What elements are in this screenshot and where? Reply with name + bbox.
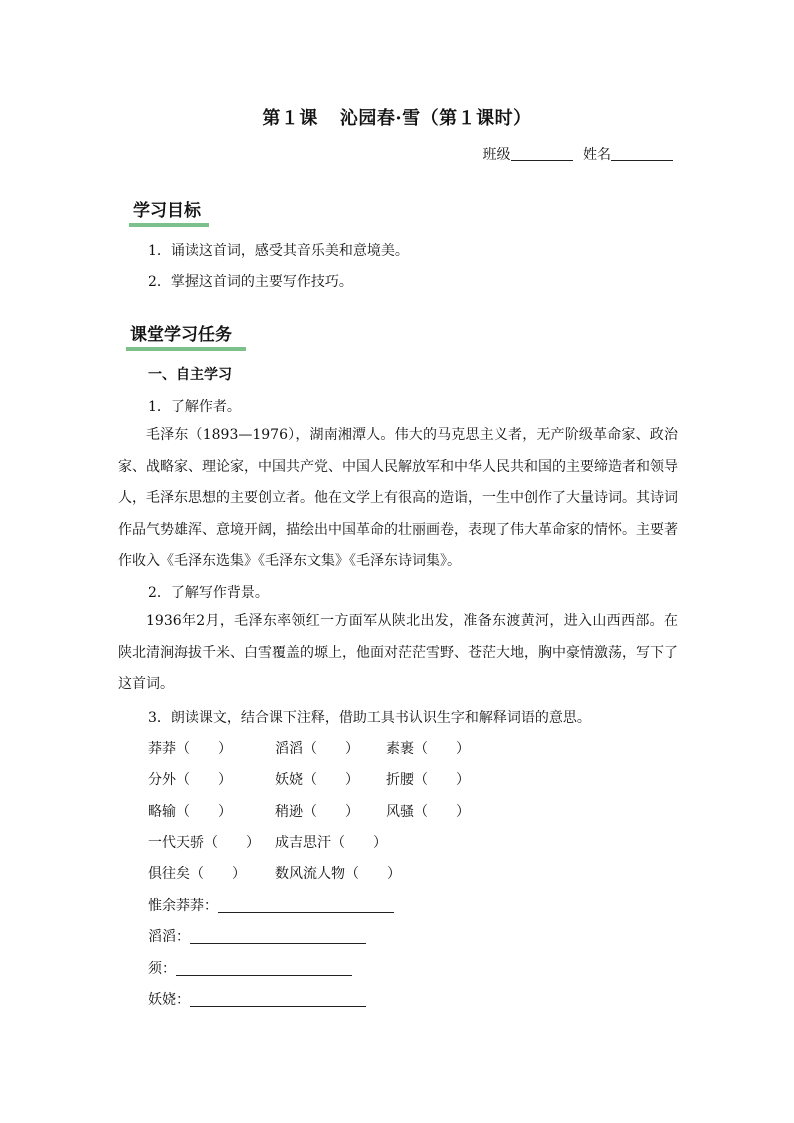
page-title bbox=[0, 104, 794, 130]
vocab-item[interactable]: 稍逊（ ） bbox=[275, 804, 359, 820]
vocab-item[interactable]: 妖娆（ ） bbox=[275, 772, 359, 788]
task-1: 1．了解作者。 bbox=[148, 399, 241, 415]
definition-row bbox=[148, 895, 394, 915]
section-heading-goals bbox=[133, 196, 201, 221]
goal-item-1: 1．诵读这首词，感受其音乐美和意境美。 bbox=[148, 243, 409, 259]
goal-item-2: 2．掌握这首词的主要写作技巧。 bbox=[148, 274, 353, 290]
definition-term: 须： bbox=[148, 961, 176, 977]
vocab-item[interactable]: 俱往矣（ ） bbox=[148, 866, 246, 882]
section-heading-text: 课堂学习任务 bbox=[130, 325, 232, 345]
section-underline bbox=[129, 223, 209, 227]
vocab-item[interactable]: 数风流人物（ ） bbox=[275, 866, 401, 882]
section-heading-tasks bbox=[130, 320, 232, 345]
definition-term: 妖娆： bbox=[148, 992, 190, 1008]
definition-term: 滔滔： bbox=[148, 929, 190, 945]
vocab-item[interactable]: 滔滔（ ） bbox=[275, 741, 359, 757]
definition-row bbox=[148, 989, 366, 1009]
class-label: 班级 bbox=[482, 147, 511, 163]
vocab-item[interactable]: 素裹（ ） bbox=[386, 741, 470, 757]
section-heading-text: 学习目标 bbox=[133, 201, 201, 221]
section-underline bbox=[126, 347, 246, 351]
author-paragraph: 毛泽东（1893—1976），湖南湘潭人。伟大的马克思主义者，无产阶级革命家、政治家、战略家、理论家，中国共产党、中国人民解放军和中华人民共和国的主要缔造者和领导人，毛泽东思想的主要创立者。他在文学上有很高的造诣，一生中创作了大量诗词。其诗词作品气势雄浑、意境开阔，描绘出中国革命的壮丽画卷，表现了伟大革命家的情怀。主要著作收入《毛泽东选集》《毛泽东文集》《毛泽东诗词集》。 bbox=[118, 427, 678, 569]
lesson-name: 沁园春·雪（第１课时） bbox=[339, 108, 532, 129]
definition-blank[interactable] bbox=[176, 959, 352, 976]
background-paragraph: 1936年2月，毛泽东率领红一方面军从陕北出发，准备东渡黄河，进入山西西部。在陕北清涧海拔千米、白雪覆盖的塬上，他面对茫茫雪野、苍茫大地，胸中豪情激荡，写下了这首词。 bbox=[118, 613, 678, 692]
definition-row bbox=[148, 958, 352, 978]
vocab-item[interactable]: 莽莽（ ） bbox=[148, 741, 232, 757]
vocab-item[interactable]: 成吉思汗（ ） bbox=[275, 835, 387, 851]
task-3: 3．朗读课文，结合课下注释，借助工具书认识生字和解释词语的意思。 bbox=[148, 710, 591, 726]
vocab-row-1 bbox=[148, 738, 232, 758]
definition-row bbox=[148, 926, 366, 946]
lesson-number: 第１课 bbox=[262, 108, 318, 129]
vocab-item[interactable]: 略输（ ） bbox=[148, 804, 232, 820]
student-info-line bbox=[483, 144, 673, 164]
name-blank[interactable] bbox=[611, 146, 673, 161]
definition-blank[interactable] bbox=[218, 896, 394, 913]
definition-blank[interactable] bbox=[190, 990, 366, 1007]
task-2: 2．了解写作背景。 bbox=[148, 585, 269, 601]
name-label: 姓名 bbox=[583, 147, 611, 163]
vocab-item[interactable]: 风骚（ ） bbox=[386, 804, 470, 820]
definition-term: 惟余莽莽： bbox=[148, 898, 218, 914]
vocab-item[interactable]: 分外（ ） bbox=[148, 772, 232, 788]
vocab-item[interactable]: 折腰（ ） bbox=[386, 772, 470, 788]
class-blank[interactable] bbox=[511, 146, 573, 161]
definition-blank[interactable] bbox=[190, 927, 366, 944]
vocab-item[interactable]: 一代天骄（ ） bbox=[148, 835, 260, 851]
subheading-self-study: 一、自主学习 bbox=[148, 367, 232, 383]
